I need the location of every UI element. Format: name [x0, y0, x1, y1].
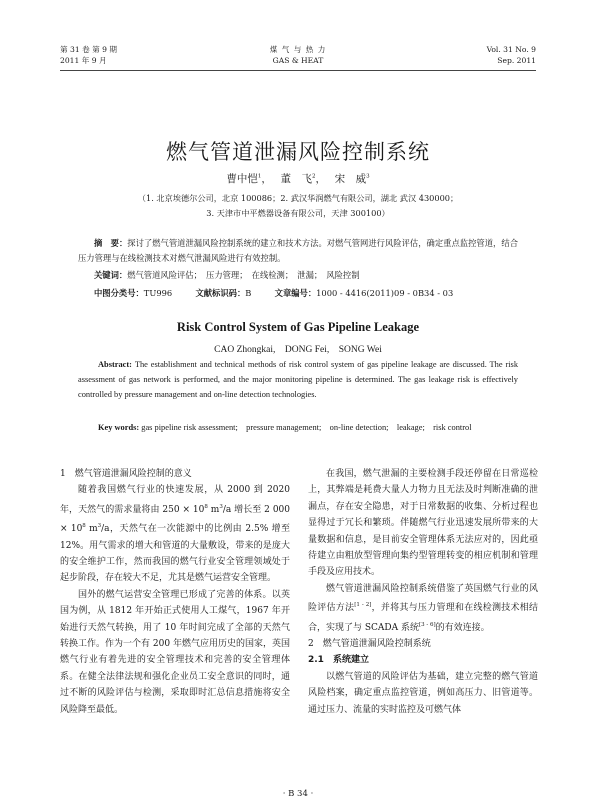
keywords-en-label: Key words:: [98, 423, 140, 432]
abstract-en: [78, 357, 518, 403]
author-list-en: CAO Zhongkai, DONG Fei, SONG Wei: [214, 345, 382, 355]
body-right-column: [308, 466, 538, 718]
page-number: · B 34 ·: [282, 789, 314, 799]
abstract-cn-text: 探讨了燃气管道泄漏风险控制系统的建立和技术方法。对燃气管网进行风险评估，确定重点监控管道，结合压力管理与在线检测技术对燃气泄漏风险进行有效控制。: [78, 238, 518, 263]
classification-line: [78, 286, 518, 301]
header-date-cn: 2011 年 9 月: [60, 56, 107, 65]
body-left-column: [60, 466, 290, 718]
affiliation-line-1: （1. 北京埃德尔公司，北京 100086；2. 武汉华润燃气有限公司，湖北 武汉 430000；: [137, 193, 459, 203]
section-2-1-heading: 2.1 系统建立: [308, 655, 369, 666]
section-2-heading: 2 燃气管道泄漏风险控制系统: [308, 639, 431, 650]
doc-code-value: B: [245, 288, 252, 298]
keywords-cn: [78, 268, 518, 283]
keywords-cn-label: 关键词：: [94, 270, 128, 280]
header-volume-en: Vol. 31 No. 9: [486, 45, 536, 54]
author-sep: ，: [261, 173, 267, 185]
paragraph-4: 燃气管道泄漏风险控制系统借鉴了英国燃气行业的风险评估方法[1 - 2]，并将其与压力管理和在线检测技术相结合，实现了与 SCADA 系统[3 - 6]的有效连接。: [308, 583, 538, 633]
section-1-heading: 1 燃气管道泄漏风险控制的意义: [60, 469, 192, 479]
paragraph-3: 在我国，燃气泄漏的主要检测手段还停留在日常巡检上，其弊端是耗费大量人力物力且无法及时判断准确的泄漏点，存在安全隐患，对于日常数据的收集、分析过程也显得过于冗长和繁琐。伴随燃气行业迅速发展所带来的大量数据和信息，是目前安全管理体系无法应对的，因此亟待建立由粗放型管理向集约型管理转变的相应机制和管理手段及应用技术。: [308, 469, 538, 578]
author-sep: ，: [315, 173, 321, 185]
keywords-en-text: gas pipeline risk assessment; pressure management; on-line detection; leakage; risk control: [141, 423, 472, 432]
author-1-affil: 1: [257, 173, 262, 180]
article-no-value: 1000 - 4416(2011)09 - 0B34 - 03: [316, 288, 454, 298]
abstract-en-label: Abstract:: [98, 360, 132, 369]
keywords-cn-text: 燃气管道风险评估； 压力管理； 在线检测； 泄漏； 风险控制: [127, 270, 360, 280]
doc-code-label: 文献标识码：: [195, 288, 246, 298]
abstract-cn-label: 摘 要：: [94, 238, 128, 248]
paper-title: 燃气管道泄漏风险控制系统: [166, 140, 430, 164]
author-list: [0, 171, 596, 186]
author-1: 曹中恺: [226, 173, 258, 185]
author-2-affil: 2: [312, 173, 316, 180]
article-no-label: 文章编号：: [274, 288, 317, 298]
header-date-en: Sep. 2011: [497, 56, 536, 65]
abstract-en-text: The establishment and technical methods of risk control system of gas pipeline leakage are discussed. The risk assessment of gas network is performed, and the major monitoring pipeline is determined. The gas leakage risk is effectively controlled by pressure management and on-line detection technologies.: [78, 360, 519, 400]
paper-title-en: Risk Control System of Gas Pipeline Leakage: [176, 320, 420, 334]
paragraph-1: 随着我国燃气行业的快速发展，从 2000 到 2020 年，天然气的需求量将由 $250 \times 10^8$ $m^3/a$ 增长至 2 $000 \times 10^8$ $m^3/a$，天然气在一次能源中的比例由 2.5% 增至 12%。用气需求的增大和管道的大量敷设，带来的是庞大的安全维护工作，然而我国的燃气行业安全管理领域处于起步阶段，存在较大不足，尤其是燃气运营安全管理。: [60, 485, 290, 584]
author-3-affil: 3: [366, 173, 370, 180]
clc-value: TU996: [143, 288, 173, 298]
affiliation-line-2: 3. 天津市中平燃器设备有限公司，天津 300100）: [206, 208, 390, 218]
clc-label: 中图分类号：: [94, 288, 144, 298]
citation-ref-2: [3 - 6]: [419, 621, 436, 628]
keywords-en: [78, 420, 518, 435]
journal-name-cn: 煤 气 与 热 力: [269, 45, 327, 54]
paragraph-2: 国外的燃气运营安全管理已形成了完善的体系。以英国为例，从 1812 年开始正式使用人工煤气，1967 年开始进行天然气转换，用了 10 年时间完成了全部的天然气转换工作。作为一个有 200 年燃气应用历史的国家，英国燃气行业有着先进的安全管理技术和完善的安全管理体系。在健全法律法规和强化企业员工安全意识的同时，通过不断的风险评估与检测，采取即时汇总信息措施将安全风险降至最低。: [60, 589, 290, 715]
author-2: 董 飞: [280, 173, 312, 185]
header-volume: 第 31 卷 第 9 期: [60, 45, 117, 54]
abstract-cn: [78, 236, 518, 266]
citation-ref-1: [1 - 2]: [354, 602, 372, 609]
paragraph-5: 以燃气管道的风险评估为基础，建立完整的燃气管道风险档案，确定重点监控管道，例如高压力、旧管道等。通过压力、流量的实时监控及可燃气体: [308, 671, 538, 715]
journal-volume-en: [436, 44, 536, 66]
author-3: 宋 威: [334, 173, 367, 185]
journal-name-en: GAS & HEAT: [272, 56, 324, 65]
header-rule: [60, 70, 536, 71]
